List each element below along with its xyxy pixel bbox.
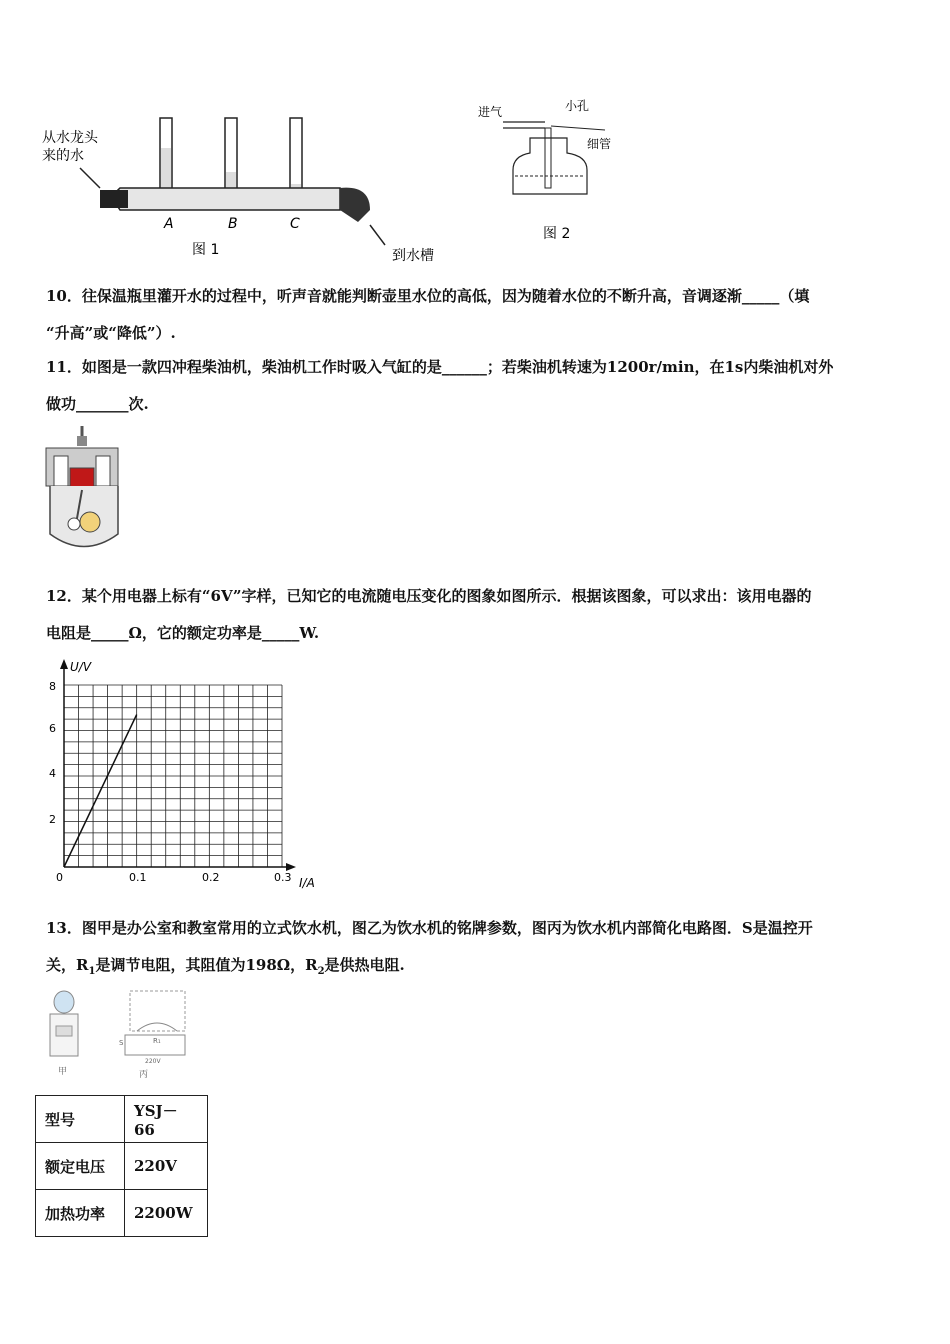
ui-chart-svg	[44, 655, 334, 895]
row-model-value: YSJ－66	[125, 1096, 208, 1143]
y-tick-2: 2	[49, 813, 56, 826]
diesel-engine-drawing	[44, 424, 124, 554]
q13-sub-1: 1	[88, 966, 96, 977]
heater-r2	[137, 1023, 177, 1031]
q10-line1: 10．往保温瓶里灌开水的过程中，听声音就能判断壶里水位的高低，因为随着水位的不断升高，音调逐渐_____（填	[46, 287, 810, 305]
source-label-line1: 从水龙头	[42, 130, 98, 146]
question-11	[46, 349, 906, 423]
y-tick-8: 8	[49, 680, 56, 693]
q13-line2	[46, 947, 906, 990]
question-13	[46, 910, 906, 990]
exhaust-valve	[96, 456, 110, 486]
y-tick-6: 6	[49, 722, 56, 735]
water-bottle	[54, 991, 74, 1013]
row-voltage-value: 220V	[125, 1143, 208, 1190]
x-tick-0.1: 0.1	[129, 871, 147, 884]
q13-text-a: 关，R	[46, 956, 89, 974]
figure-1-caption: 图 1	[192, 242, 220, 258]
table-row	[36, 1096, 208, 1143]
voltage-label: 220V	[145, 1058, 161, 1065]
row-power-key: 加热功率	[36, 1190, 125, 1237]
q13-sub-2: 2	[317, 966, 325, 977]
q12-line2: 电阻是_____Ω，它的额定功率是_____W.	[46, 624, 320, 642]
spec-table	[35, 1095, 208, 1237]
q13-text-c: 是供热电阻.	[324, 956, 405, 974]
table-row	[36, 1190, 208, 1237]
pipe-diagram	[40, 110, 460, 270]
x-tick-0.2: 0.2	[202, 871, 220, 884]
inlet-label: 进气	[478, 105, 503, 119]
source-label-line2: 来的水	[42, 148, 84, 164]
water-dispenser-drawing	[40, 988, 90, 1078]
figure-2-caption: 图 2	[543, 226, 571, 242]
outflow-arrow	[370, 225, 385, 245]
label-jia: 甲	[58, 1067, 68, 1077]
bottle	[513, 138, 587, 194]
label-bing: 丙	[139, 1070, 149, 1080]
r1-label: R₁	[153, 1037, 161, 1045]
spray-line	[551, 126, 605, 130]
q11-line2: 做功_______次.	[46, 395, 149, 413]
ui-chart	[44, 655, 334, 895]
chart-grid	[64, 685, 282, 867]
inlet-hose	[100, 190, 128, 208]
y-tick-4: 4	[49, 767, 56, 780]
figure-1	[40, 110, 460, 270]
horizontal-pipe	[115, 188, 340, 210]
crank-pin	[68, 518, 80, 530]
x-axis-label: I/A	[299, 876, 315, 890]
row-model-key: 型号	[36, 1096, 125, 1143]
row-voltage-key: 额定电压	[36, 1143, 125, 1190]
circuit-figure	[115, 985, 195, 1080]
label-a: A	[164, 216, 174, 232]
tube-label: 细管	[587, 137, 612, 151]
row-power-value: 2200W	[125, 1190, 208, 1237]
hole-label: 小孔	[565, 99, 590, 113]
q13-text-b: 是调节电阻，其阻值为198Ω，R	[95, 956, 318, 974]
q10-line2: “升高”或“降低”）.	[46, 324, 176, 342]
sink-label: 到水槽	[392, 248, 434, 264]
question-10	[46, 278, 906, 352]
circuit-drawing	[115, 985, 195, 1080]
thin-tube	[545, 128, 551, 188]
y-axis-arrow	[60, 659, 68, 669]
diesel-engine-figure	[44, 424, 124, 554]
label-b: B	[228, 216, 238, 232]
outlet-hose	[340, 188, 370, 222]
q12-line1: 12．某个用电器上标有“6V”字样，已知它的电流随电压变化的图象如图所示．根据该图象，可以求出：该用电器的	[46, 587, 812, 605]
x-tick-0.3: 0.3	[274, 871, 292, 884]
label-c: C	[290, 216, 300, 232]
injector-head	[77, 436, 87, 446]
x-tick-0: 0	[56, 871, 63, 884]
water-dispenser-figure	[40, 988, 90, 1078]
tank	[130, 991, 185, 1031]
intake-valve	[54, 456, 68, 486]
switch-label: S	[119, 1039, 124, 1047]
atomizer-diagram	[475, 98, 625, 248]
table-row	[36, 1143, 208, 1190]
y-axis-label: U/V	[70, 660, 92, 674]
tap-area	[56, 1026, 72, 1036]
question-12	[46, 578, 906, 652]
x-axis-arrow	[286, 863, 296, 871]
q13-line1: 13．图甲是办公室和教室常用的立式饮水机，图乙为饮水机的铭牌参数，图丙为饮水机内部简化电路图．S是温控开	[46, 919, 813, 937]
crank	[80, 512, 100, 532]
figure-2	[475, 98, 625, 248]
q11-line1: 11．如图是一款四冲程柴油机，柴油机工作时吸入气缸的是______；若柴油机转速为1200r/min，在1s内柴油机对外	[46, 358, 834, 376]
inflow-arrow	[80, 168, 100, 188]
